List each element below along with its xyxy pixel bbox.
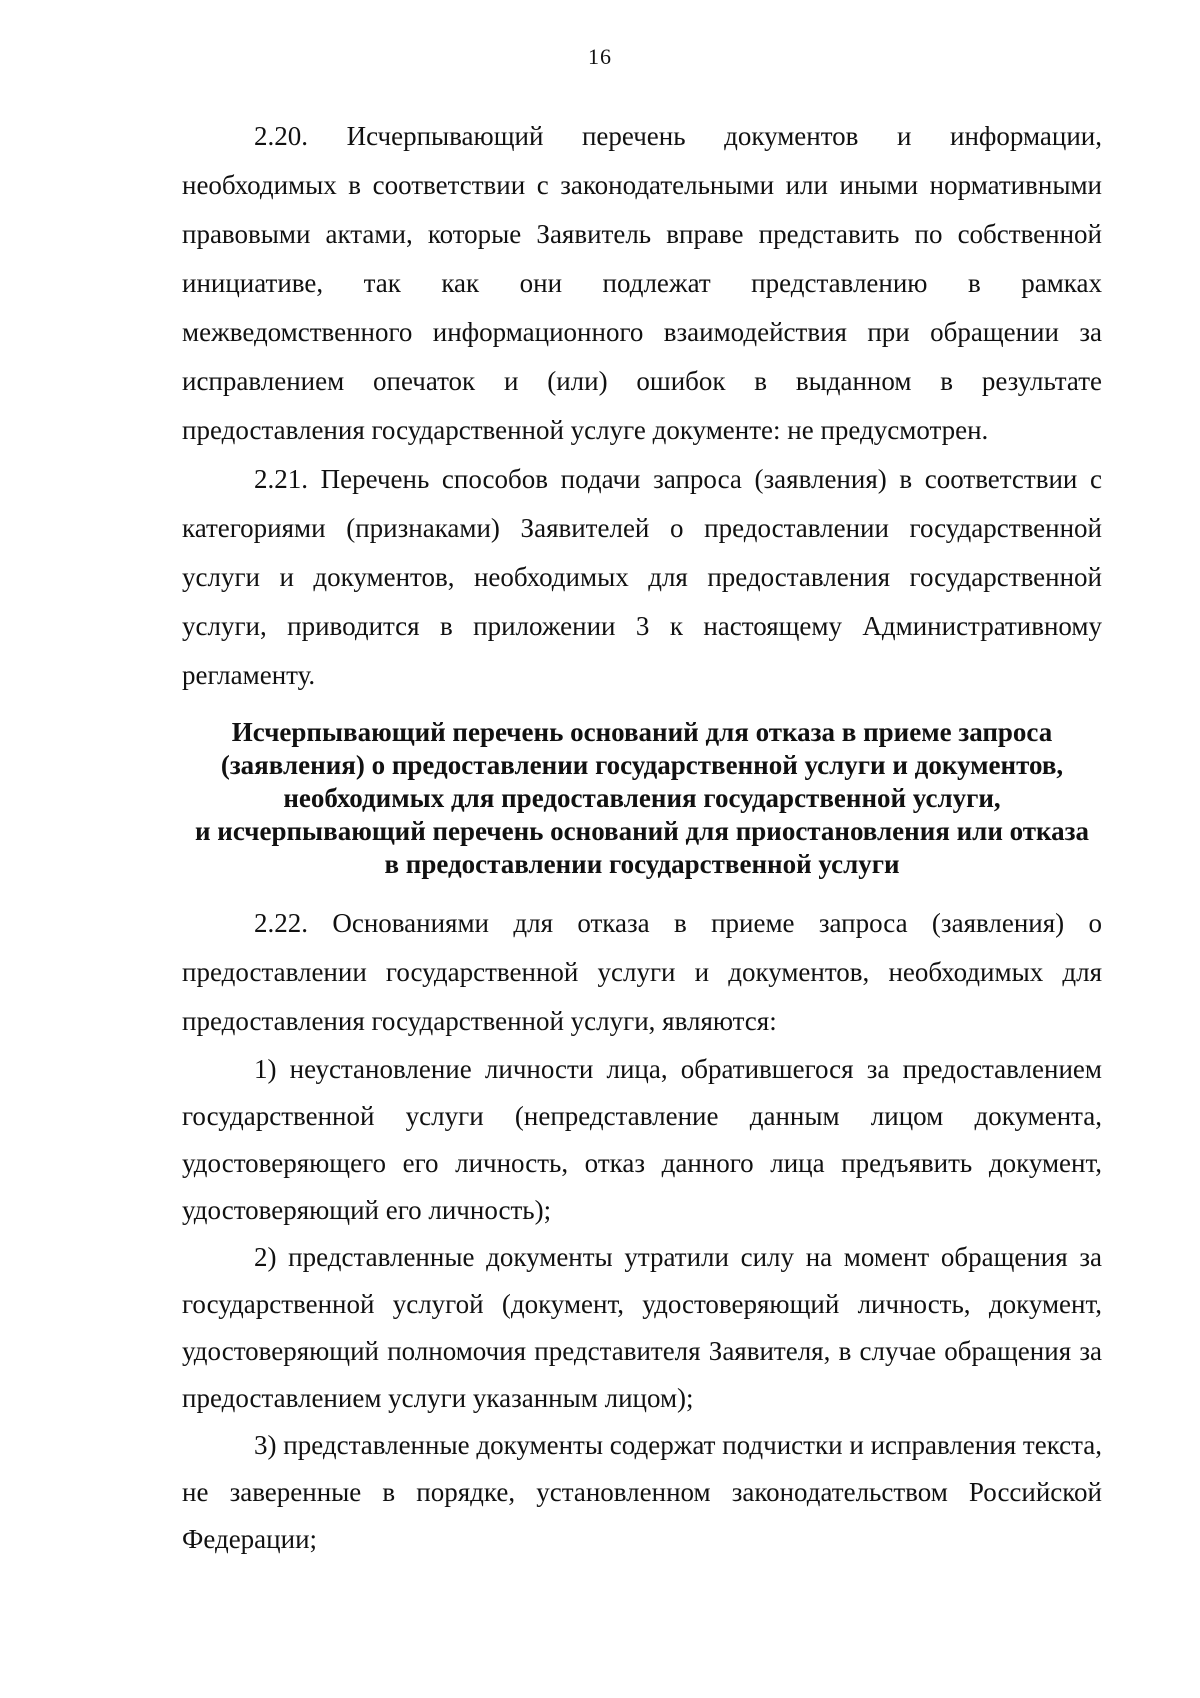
heading-line: (заявления) о предоставлении государственной услуги и документов, [220,750,1064,780]
paragraph-2-21: 2.21. Перечень способов подачи запроса (заявления) в соответствии с категориями (признаками) Заявителей о предоставлении государственной услуги и документов, необходимых для предоставления государственной услуги, приводится в приложении 3 к настоящему Административному регламенту. [182,464,1102,690]
heading-line: в предоставлении государственной услуги [384,849,900,879]
list-item-3: 3) представленные документы содержат подчистки и исправления текста, не заверенные в порядке, установленном законодательством Российской Федерации; [182,1430,1102,1554]
list-item-1: 1) неустановление личности лица, обратившегося за предоставлением государственной услуги (непредставление данным лицом документа, удостоверяющего его личность, отказ данного лица предъявить документ, удостоверяющий его личность); [182,1054,1102,1225]
heading-line: необходимых для предоставления государственной услуги, [283,783,1001,813]
page-number: 16 [588,44,612,69]
paragraph-2-22: 2.22. Основаниями для отказа в приеме запроса (заявления) о предоставлении государственной услуги и документов, необходимых для предоставления государственной услуги, являются: [182,908,1102,1036]
section-heading [182,716,1102,881]
paragraph-2-20: 2.20. Исчерпывающий перечень документов и информации, необходимых в соответствии с законодательными или иными нормативными правовыми актами, которые Заявитель вправе представить по собственной инициативе, так как они подлежат представлению в рамках межведомственного информационного взаимодействия при обращении за исправлением опечаток и (или) ошибок в выданном в результате предоставления государственной услуге документе: не предусмотрен. [182,121,1102,445]
document-body [182,112,1102,1563]
list-item-2: 2) представленные документы утратили силу на момент обращения за государственной услугой (документ, удостоверяющий личность, документ, удостоверяющий полномочия представителя Заявителя, в случае обращения за предоставлением услуги указанным лицом); [182,1242,1102,1413]
heading-line: Исчерпывающий перечень оснований для отказа в приеме запроса [231,717,1053,747]
heading-line: и исчерпывающий перечень оснований для приостановления или отказа [194,816,1090,846]
